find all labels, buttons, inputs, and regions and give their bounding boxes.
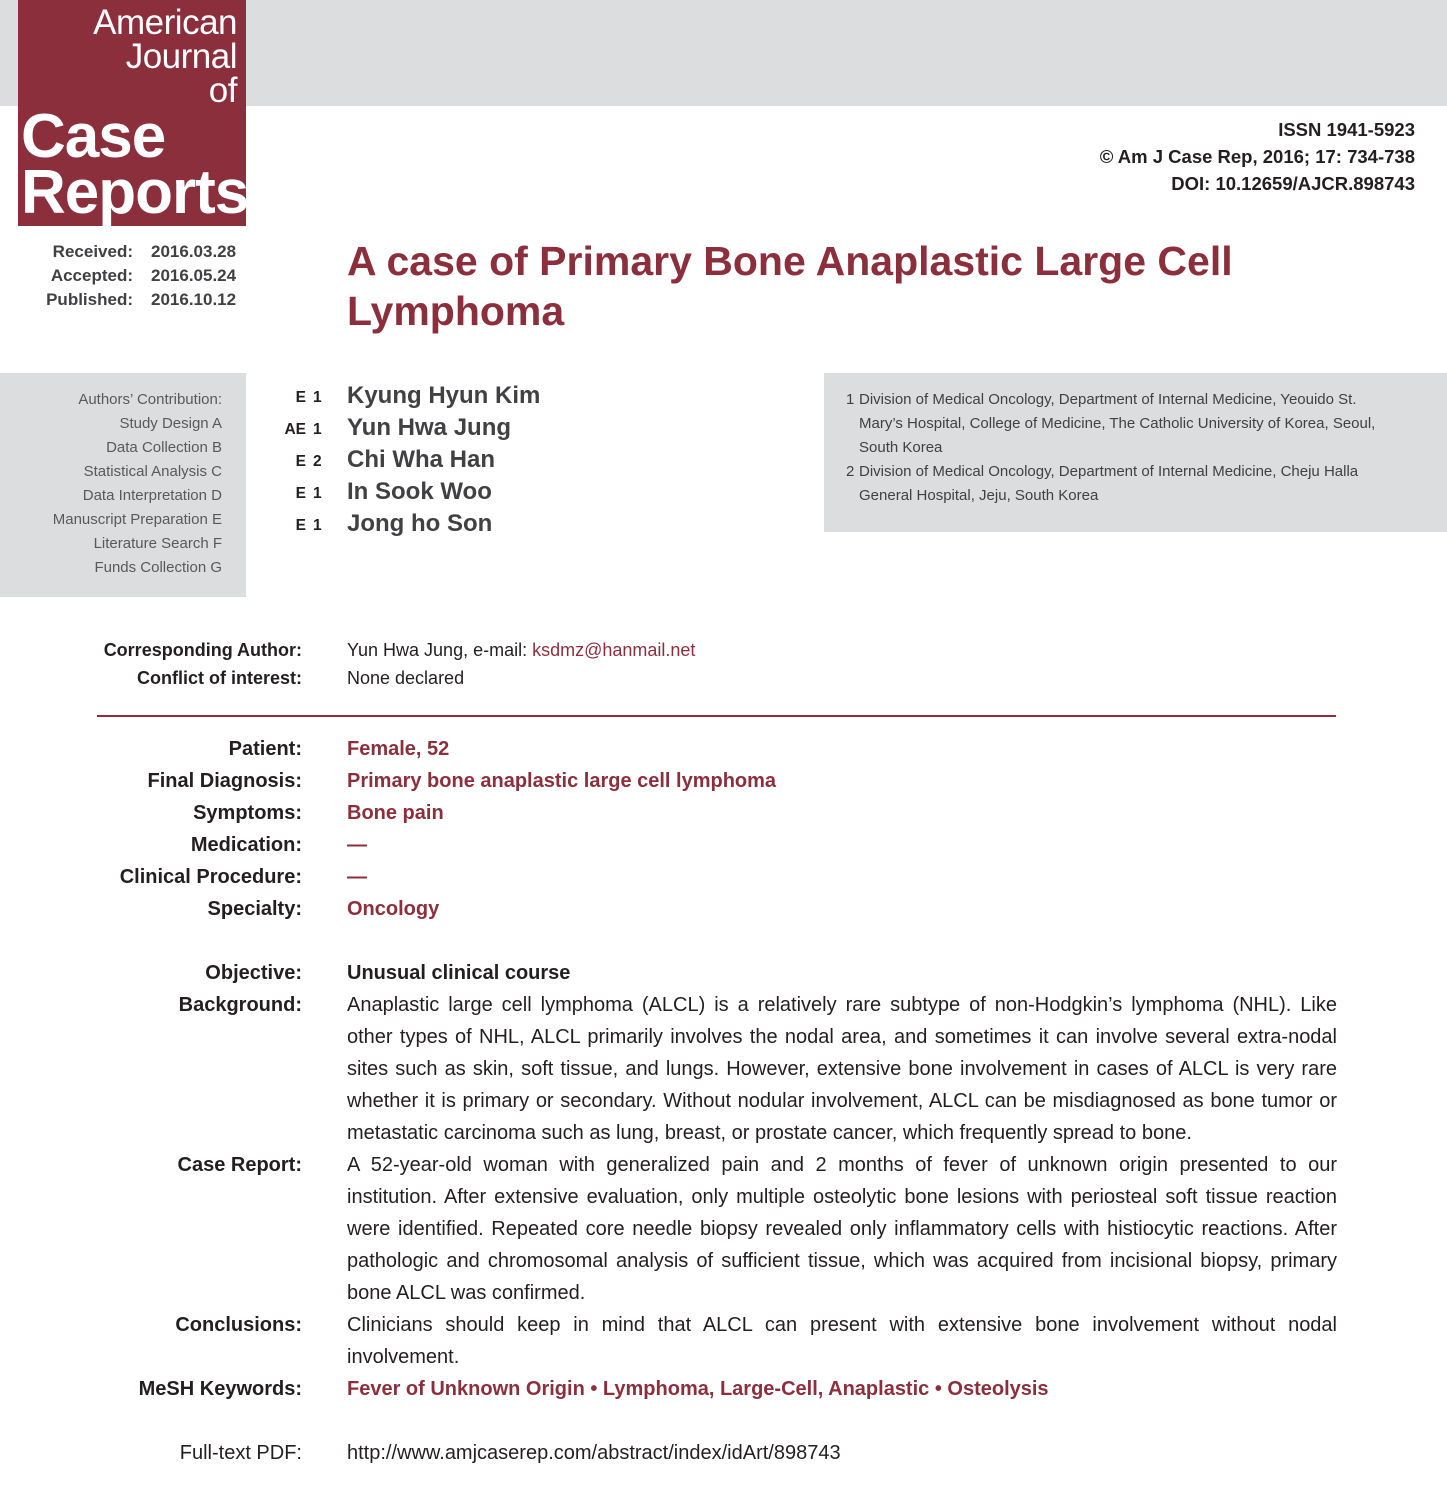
background-text: Anaplastic large cell lymphoma (ALCL) is a relatively rare subtype of non-Hodgkin’s lymphoma (NHL). Like other types of NHL, ALCL primarily involves the nodal area, and sometimes it can involve several extra-nodal sites such as skin, soft tissue, and lungs. However, extensive bone involvement in cases of ALCL is very rare whether it is primary or secondary. Without nodular involvement, ALCL can be misdiagnosed as bone tumor or metastatic carcinoma such as lung, breast, or prostate cancer, which frequently spread to bone. xyxy=(347,994,1337,1144)
author-role: E xyxy=(295,485,306,502)
email-link[interactable]: ksdmz@hanmail.net xyxy=(532,640,696,660)
contribution-item: Statistical Analysis C xyxy=(83,463,222,480)
author-affiliation-number: 1 xyxy=(313,517,322,534)
citation: © Am J Case Rep, 2016; 17: 734-738 xyxy=(1099,146,1415,167)
contribution-item: Manuscript Preparation E xyxy=(52,511,222,528)
logo-line-american: American xyxy=(93,3,237,42)
contribution-item: Data Interpretation D xyxy=(82,487,222,504)
affiliation-text: Division of Medical Oncology, Department of Internal Medicine, Yeouido St. Mary’s Hospital, College of Medicine, The Catholic University of Korea, Seoul, South Korea xyxy=(859,391,1376,456)
corresponding-author-name: Yun Hwa Jung, e-mail: xyxy=(347,640,533,660)
author-name[interactable]: Yun Hwa Jung xyxy=(347,414,512,441)
author-role: E xyxy=(295,389,306,406)
case-report-text: A 52-year-old woman with generalized pain and 2 months of fever of unknown origin presented to our institution. After extensive evaluation, only multiple osteolytic bone lesions with periosteal soft tissue reaction were identified. Repeated core needle biopsy revealed only inflammatory cells with histiocytic reactions. After pathologic and chromosomal analysis of sufficient tissue, which was acquired from incisional biopsy, primary bone ALCL was confirmed. xyxy=(347,1154,1337,1304)
logo-line-journal: Journal xyxy=(125,37,237,76)
objective-value: Unusual clinical course xyxy=(347,962,571,984)
conflict-value: None declared xyxy=(347,668,465,688)
case-report-label: Case Report: xyxy=(177,1154,302,1176)
medication-label: Medication: xyxy=(190,834,302,856)
affiliation-number: 2 xyxy=(846,463,855,480)
pdf-link[interactable]: http://www.amjcaserep.com/abstract/index/idArt/898743 xyxy=(347,1442,841,1464)
symptoms-label: Symptoms: xyxy=(193,802,302,824)
logo-line-reports: Reports xyxy=(21,158,249,227)
journal-metadata xyxy=(1100,116,1415,197)
author-role: E xyxy=(295,453,306,470)
keywords-label: MeSH Keywords: xyxy=(138,1378,302,1400)
corresponding-author-value xyxy=(347,636,695,664)
logo-line-of: of xyxy=(208,71,237,110)
author-name[interactable]: Chi Wha Han xyxy=(347,446,495,473)
procedure-value: — xyxy=(347,866,367,888)
section-divider xyxy=(97,715,1336,717)
affiliation-text: Division of Medical Oncology, Department of Internal Medicine, Cheju Halla General Hospital, Jeju, South Korea xyxy=(859,463,1359,504)
conflict-label: Conflict of interest: xyxy=(137,668,302,688)
diagnosis-label: Final Diagnosis: xyxy=(147,770,302,792)
objective-label: Objective: xyxy=(205,962,302,984)
article-dates xyxy=(20,240,236,312)
corresponding-author-label: Corresponding Author: xyxy=(103,640,302,660)
contribution-item: Study Design A xyxy=(119,415,222,432)
affiliation-item xyxy=(846,460,1386,508)
author-affiliation-number: 1 xyxy=(313,421,322,438)
contribution-item: Data Collection B xyxy=(106,439,222,456)
patient-value: Female, 52 xyxy=(347,738,450,760)
date-accepted: Accepted: 2016.05.24 xyxy=(50,266,237,285)
procedure-label: Clinical Procedure: xyxy=(119,866,302,888)
patient-label: Patient: xyxy=(228,738,302,760)
article-title: A case of Primary Bone Anaplastic Large Cell Lymphoma xyxy=(347,238,1233,334)
contribution-item: Funds Collection G xyxy=(94,559,222,576)
conclusions-label: Conclusions: xyxy=(175,1314,302,1336)
doi[interactable]: DOI: 10.12659/AJCR.898743 xyxy=(1171,173,1415,194)
author-affiliation-number: 1 xyxy=(313,485,322,502)
author-role: E xyxy=(295,517,306,534)
contribution-item: Literature Search F xyxy=(93,535,222,552)
keywords-value[interactable]: Fever of Unknown Origin • Lymphoma, Large-Cell, Anaplastic • Osteolysis xyxy=(347,1378,1049,1400)
author-affiliation-number: 1 xyxy=(313,389,322,406)
author-role: AE xyxy=(284,421,306,438)
medication-value: — xyxy=(347,834,367,856)
date-received: Received: 2016.03.28 xyxy=(52,242,237,261)
affiliation-item xyxy=(846,388,1386,460)
date-published: Published: 2016.10.12 xyxy=(46,290,237,309)
contribution-heading: Authors’ Contribution: xyxy=(78,391,222,408)
conclusions-text: Clinicians should keep in mind that ALCL can present with extensive bone involvement without nodal involvement. xyxy=(347,1314,1337,1368)
affiliation-list xyxy=(846,388,1386,508)
author-name[interactable]: In Sook Woo xyxy=(347,478,492,505)
author-name[interactable]: Kyung Hyun Kim xyxy=(347,382,541,409)
symptoms-value: Bone pain xyxy=(347,802,444,824)
issn: ISSN 1941-5923 xyxy=(1278,119,1415,140)
specialty-value: Oncology xyxy=(347,898,440,920)
author-affiliation-number: 2 xyxy=(313,453,322,470)
specialty-label: Specialty: xyxy=(207,898,302,920)
pdf-label: Full-text PDF: xyxy=(179,1442,302,1464)
journal-logo[interactable] xyxy=(18,0,249,227)
author-name[interactable]: Jong ho Son xyxy=(347,510,493,537)
contribution-legend xyxy=(0,388,222,580)
background-label: Background: xyxy=(178,994,302,1016)
diagnosis-value: Primary bone anaplastic large cell lymphoma xyxy=(347,770,777,792)
affiliation-number: 1 xyxy=(846,391,855,408)
logo-line-case: Case xyxy=(21,102,166,171)
